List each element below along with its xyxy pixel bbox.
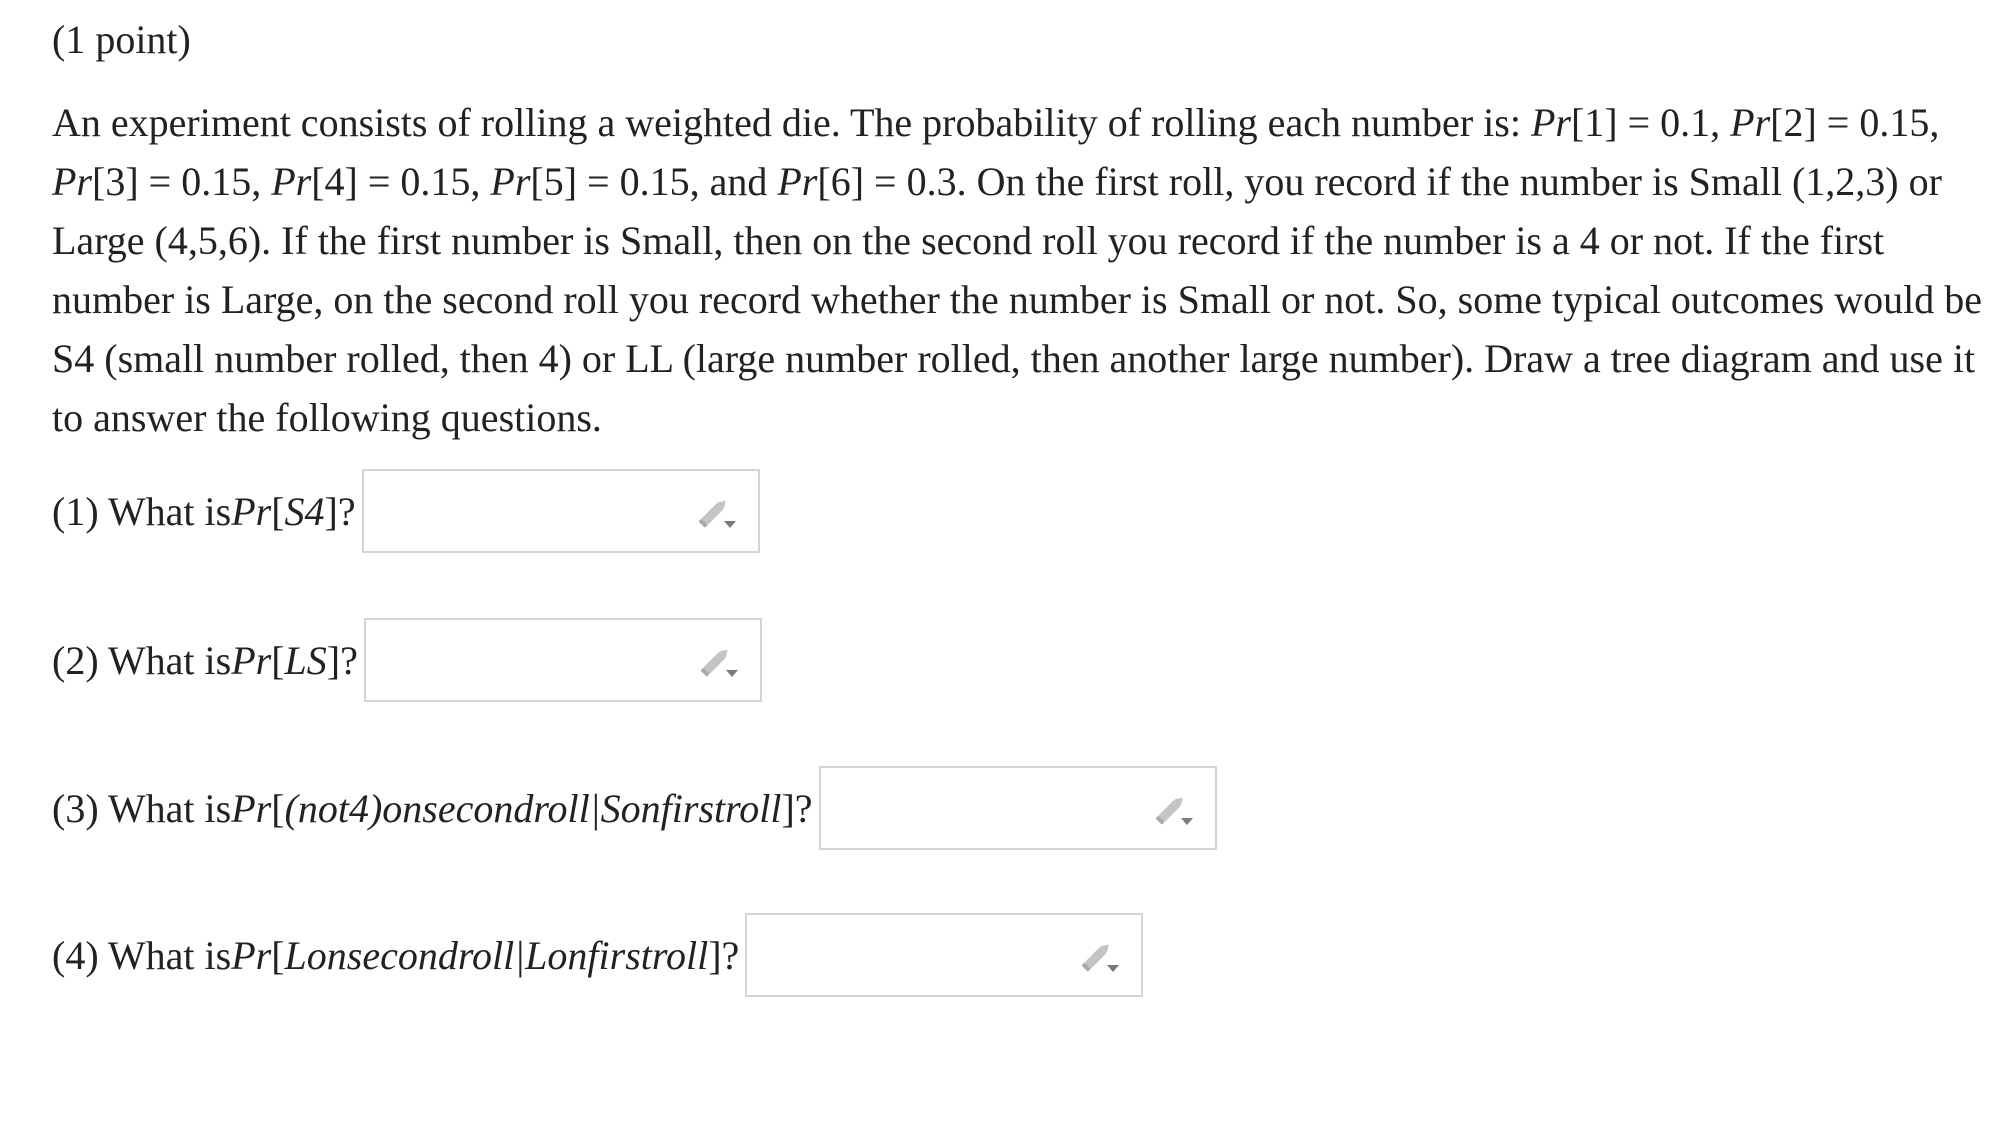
math-arg-2: [2] — [1770, 100, 1817, 145]
math-val-1: = 0.1, — [1617, 100, 1721, 145]
question-3-qmark: ? — [794, 785, 813, 831]
math-pr-2: Pr — [1730, 100, 1771, 145]
pencil-icon[interactable] — [698, 646, 740, 680]
question-3-event: (not4)onsecondroll|Sonfirstroll — [284, 785, 782, 831]
math-pr-3: Pr — [52, 159, 92, 204]
question-4-prefix: (4) What is — [52, 932, 232, 978]
question-3 — [52, 766, 1217, 850]
math-arg-1: [1] — [1570, 100, 1618, 145]
question-1-prefix: (1) What is — [52, 488, 232, 534]
math-arg-6: [6] — [817, 159, 865, 204]
question-2-rbracket: ] — [326, 637, 341, 683]
math-arg-3: [3] — [92, 159, 139, 204]
math-pr-1: Pr — [1530, 100, 1571, 145]
question-2-event: LS — [284, 637, 327, 683]
question-1-qmark: ? — [337, 488, 356, 534]
question-1-event: S4 — [284, 488, 325, 534]
problem-body: On the first roll, you record if the number is Small (1,2,3) or Large (4,5,6). If the first number is Small, then on the second roll you record if the number is a 4 or not. If the first number is Large, on the second roll you record whether the number is Small or not. So, some typical outcomes would be S4 (small number rolled, then 4) or LL (large number rolled, then another large number). Draw a tree diagram and use it to answer the following questions. — [52, 159, 1982, 440]
question-4-qmark: ? — [721, 932, 740, 978]
answer-box-2[interactable] — [364, 618, 762, 702]
points-label: (1 point) — [52, 17, 191, 62]
question-2 — [52, 618, 762, 702]
problem-text — [52, 93, 1992, 447]
math-val-4: = 0.15, — [357, 159, 491, 204]
question-3-pr: Pr — [231, 785, 272, 831]
question-1 — [52, 469, 760, 553]
question-3-prefix: (3) What is — [52, 785, 232, 831]
pencil-icon[interactable] — [696, 497, 738, 531]
math-arg-4: [4] — [311, 159, 358, 204]
problem-statement — [52, 93, 1992, 447]
question-1-lbracket: [ — [271, 488, 285, 534]
math-val-5: = 0.15, — [577, 159, 700, 204]
pencil-icon[interactable] — [1153, 794, 1195, 828]
question-1-rbracket: ] — [324, 488, 338, 534]
math-pr-4: Pr — [271, 159, 312, 204]
question-3-rbracket: ] — [781, 785, 795, 831]
answer-box-4[interactable] — [745, 913, 1143, 997]
and-word: and — [699, 159, 778, 204]
question-4-rbracket: ] — [708, 932, 722, 978]
question-4-pr: Pr — [231, 932, 272, 978]
question-2-lbracket: [ — [271, 637, 285, 683]
math-val-2: = 0.15, — [1816, 100, 1940, 145]
question-3-lbracket: [ — [271, 785, 285, 831]
answer-box-3[interactable] — [819, 766, 1217, 850]
math-val-6: = 0.3. — [864, 159, 967, 204]
math-val-3: = 0.15, — [138, 159, 272, 204]
question-4-event: Lonsecondroll|Lonfirstroll — [284, 932, 709, 978]
question-2-pr: Pr — [231, 637, 272, 683]
pencil-icon[interactable] — [1079, 941, 1121, 975]
math-pr-5: Pr — [490, 159, 531, 204]
question-1-pr: Pr — [231, 488, 272, 534]
problem-intro: An experiment consists of rolling a weighted die. The probability of rolling each number is: — [52, 100, 1531, 145]
question-4-lbracket: [ — [271, 932, 285, 978]
question-2-prefix: (2) What is — [52, 637, 232, 683]
question-4 — [52, 913, 1143, 997]
answer-box-1[interactable] — [362, 469, 760, 553]
question-2-qmark: ? — [340, 637, 358, 683]
math-pr-6: Pr — [777, 159, 818, 204]
math-arg-5: [5] — [530, 159, 578, 204]
